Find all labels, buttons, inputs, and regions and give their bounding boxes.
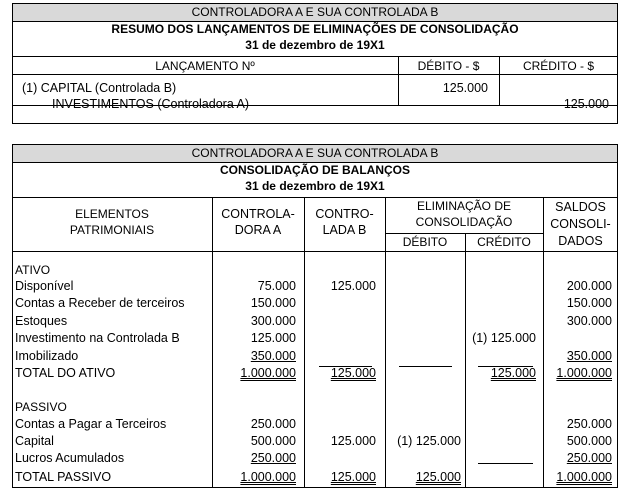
entry-debit-value: 125.000 [442,81,488,95]
passivo-row-1-a: 500.000 [250,434,296,449]
col-credito: CRÉDITO - $ [522,59,595,73]
entry-debit-account: (1) CAPITAL (Controlada B) [22,81,177,95]
passivo-row-1-name: Capital [15,434,54,449]
header-credito: CRÉDITO [477,235,531,249]
section-ativo: ATIVO [15,263,51,277]
consolidation-date: 31 de dezembro de 19X1 [245,179,385,193]
ativo-row-0-b: 125.000 [330,279,376,293]
ativo-row-0-sal: 200.000 [566,279,612,293]
total-passivo-deb: 125.000 [415,470,461,484]
ativo-row-1-a: 150.000 [250,296,296,311]
header-controladora-line1: CONTROLA- [221,207,295,221]
header-elementos [12,206,212,238]
passivo-row-0-sal: 250.000 [566,417,612,431]
header-elementos-line2: PATRIMONIAIS [69,223,155,237]
ativo-row-1-sal: 150.000 [566,296,612,311]
header-saldos-line2: CONSOLI- [550,217,611,231]
col-debito: DÉBITO - $ [417,59,480,73]
ativo-row-0-name: Disponível [15,279,74,293]
ativo-row-4-sal: 350.000 [566,348,612,363]
passivo-row-0-a: 250.000 [250,417,296,431]
ativo-row-2-sal: 300.000 [566,313,612,328]
header-controladora-line2: DORA A [234,223,282,237]
header-saldos-line3: DADOS [558,234,603,248]
company-title-2: CONTROLADORA A E SUA CONTROLADA B [191,146,439,160]
passivo-row-1-sal: 500.000 [566,434,612,449]
summary-subtitle: RESUMO DOS LANÇAMENTOS DE ELIMINAÇÕES DE CONSOLIDAÇÃO [111,22,519,36]
ativo-row-0-a: 75.000 [257,279,296,293]
passivo-row-0-name: Contas a Pagar a Terceiros [15,417,167,431]
ativo-row-2-a: 300.000 [250,313,296,328]
ativo-row-2-name: Estoques [15,313,68,328]
summary-date: 31 de dezembro de 19X1 [245,38,385,52]
total-passivo-a: 1.000.000 [240,470,296,484]
company-title: CONTROLADORA A E SUA CONTROLADA B [191,5,439,19]
total-passivo-name: TOTAL PASSIVO [15,470,112,484]
passivo-row-1-deb: (1) 125.000 [397,434,461,449]
total-ativo-a: 1.000.000 [240,366,296,380]
section-passivo: PASSIVO [15,400,67,414]
header-debito: DÉBITO [402,235,448,249]
eliminations-summary-table [12,3,618,124]
header-saldos-line1: SALDOS [555,200,606,214]
entry-credit-value: 125.000 [563,97,609,111]
total-ativo-sal: 1.000.000 [556,366,612,380]
col-lancamento: LANÇAMENTO Nº [155,59,255,73]
header-eliminacao-line1: ELIMINAÇÃO DE [416,199,512,213]
balance-consolidation-table [12,144,618,488]
passivo-row-2-sal: 250.000 [566,451,612,466]
entry-credit-account: INVESTIMENTOS (Controladora A) [52,97,250,111]
header-eliminacao [385,198,543,230]
total-passivo-b: 125.000 [330,470,376,484]
ativo-row-3-name: Investimento na Controlada B [15,331,180,346]
ativo-row-3-cred: (1) 125.000 [472,331,536,346]
consolidation-subtitle: CONSOLIDAÇÃO DE BALANÇOS [219,163,410,177]
ativo-row-4-name: Imobilizado [15,348,79,363]
passivo-row-1-b: 125.000 [330,434,376,449]
ativo-row-3-a: 125.000 [250,331,296,346]
total-passivo-sal: 1.000.000 [556,470,612,484]
passivo-row-2-a: 250.000 [250,451,296,466]
ativo-row-4-a: 350.000 [250,348,296,363]
total-ativo-b: 125.000 [330,366,376,380]
header-saldos [543,199,618,250]
header-eliminacao-line2: CONSOLIDAÇÃO [415,215,513,229]
total-ativo-cred: 125.000 [490,366,536,380]
header-controlada [304,206,385,238]
ativo-row-1-name: Contas a Receber de terceiros [15,296,185,311]
header-controlada-line2: LADA B [322,223,367,237]
header-elementos-line1: ELEMENTOS [75,207,149,221]
header-controlada-line1: CONTRO- [315,207,374,221]
header-controladora [212,206,304,238]
passivo-row-2-name: Lucros Acumulados [15,451,125,466]
total-ativo-name: TOTAL DO ATIVO [15,366,116,380]
